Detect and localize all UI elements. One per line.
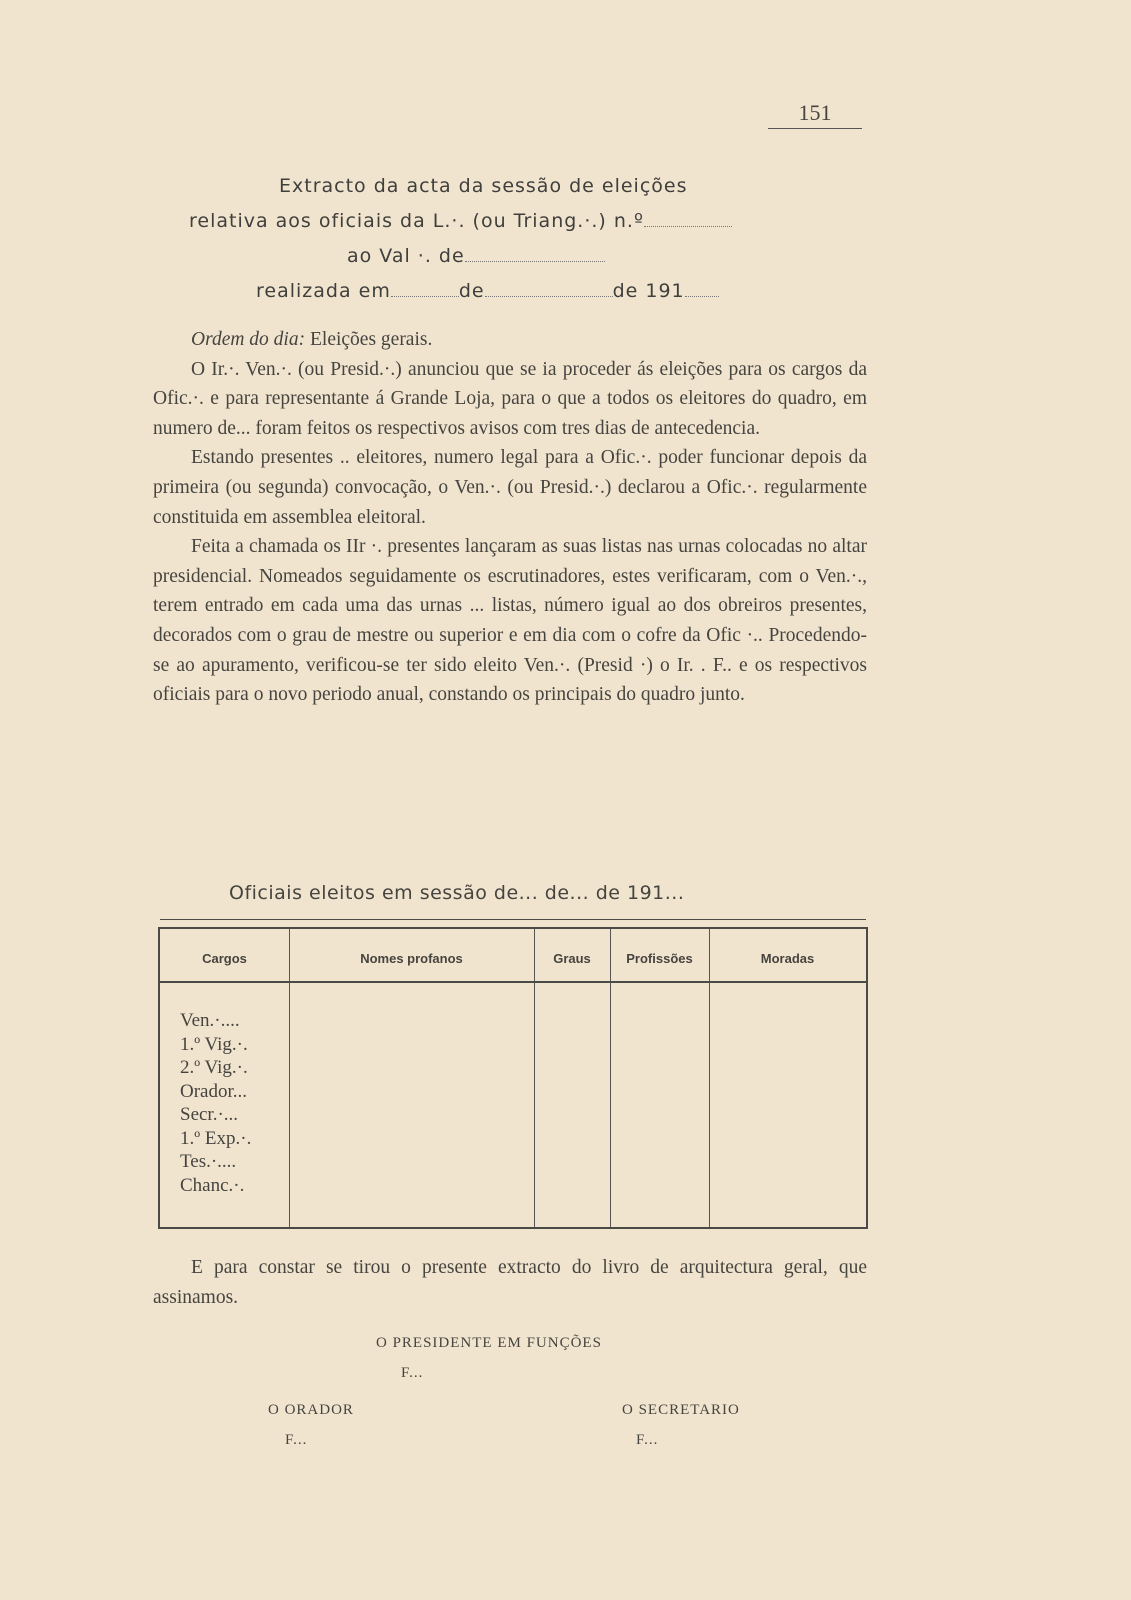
table-row-cargo: Chanc.·. [180,1174,245,1196]
orador-title: O ORADOR [268,1402,354,1418]
table-row-cargo: Secr.·... [180,1104,239,1125]
header-line-4: realizada em de de 191 [256,280,719,302]
orador-signature: F... [285,1432,308,1448]
header-line-2: relativa aos oficiais da L.·. (ou Triang.·.) n.º [189,210,732,232]
paragraph-3: Feita a chamada os IIr ·. presentes lançaram as suas listas nas urnas colocadas no altar presidencial. Nomeados seguidamente os escrutinadores, estes verificaram, com o Ven.·., terem entrado em cada uma das urnas ... listas, número igual ao dos obreiros presentes, decorados com o grau de mestre ou superior e em dia com o cofre da Ofic ·.. Procedendo-se ao apuramento, verificou-se ter sido eleito Ven.·. (Presid ·) o Ir. . F.. e os respectivos oficiais para o novo periodo anual, constando os principais do quadro junto. [153,536,867,706]
table-row-cargo: Ven.·.... [180,1010,240,1031]
table-title: Oficiais eleitos em sessão de... de... de 191... [229,882,685,904]
table-row-cargo: 1.º Vig.·. [180,1033,248,1055]
page-number: 151 [768,100,862,129]
blank-line [644,212,732,227]
column-header-profissoes: Profissões [626,951,693,966]
blank-line [465,247,605,262]
paragraph-2: Estando presentes .. eleitores, numero legal para a Ofic.·. poder funcionar depois da primeira (ou segunda) convocação, o Ven.·. (ou Presid.·.) declarou a Ofic.·. regularmente constituida em assemblea eleitoral. [153,447,867,528]
blank-line [485,282,613,297]
table-row-cargo: Tes.·.... [180,1151,237,1172]
table-row-cargo: 1.º Exp.·. [180,1127,252,1149]
header-line-3: ao Val ·. de [347,245,605,267]
column-header-graus: Graus [553,951,591,966]
header-rule [160,981,866,983]
secretario-signature: F... [636,1432,659,1448]
body-text [153,325,867,710]
table-row-cargo: Orador... [180,1080,248,1102]
header-line-1: Extracto da acta da sessão de eleições [279,175,688,197]
column-header-cargos: Cargos [202,951,247,966]
column-header-moradas: Moradas [760,951,815,966]
blank-line [685,282,719,297]
conclusion-text: E para constar se tirou o presente extracto do livro de arquitectura geral, que assinamos. [153,1257,867,1308]
president-title: O PRESIDENTE EM FUNÇÕES [376,1335,602,1351]
table-top-rule [160,919,866,920]
conclusion [153,1253,867,1313]
column-header-nomes: Nomes profanos [360,951,463,966]
paragraph-1: O Ir.·. Ven.·. (ou Presid.·.) anunciou que se ia proceder ás eleições para os cargos da Ofic.·. e para representante á Grande Loja, para o que a todos os eleitores do quadro, em numero de... foram feitos os respectivos avisos com tres dias de antecedencia. [153,358,867,439]
paragraph-agenda: Ordem do dia: Eleições gerais. [191,329,433,350]
officers-table [158,927,868,1229]
secretario-title: O SECRETARIO [622,1402,740,1418]
president-signature: F... [401,1365,424,1381]
blank-line [391,282,459,297]
table-row-cargo: 2.º Vig.·. [180,1057,248,1078]
